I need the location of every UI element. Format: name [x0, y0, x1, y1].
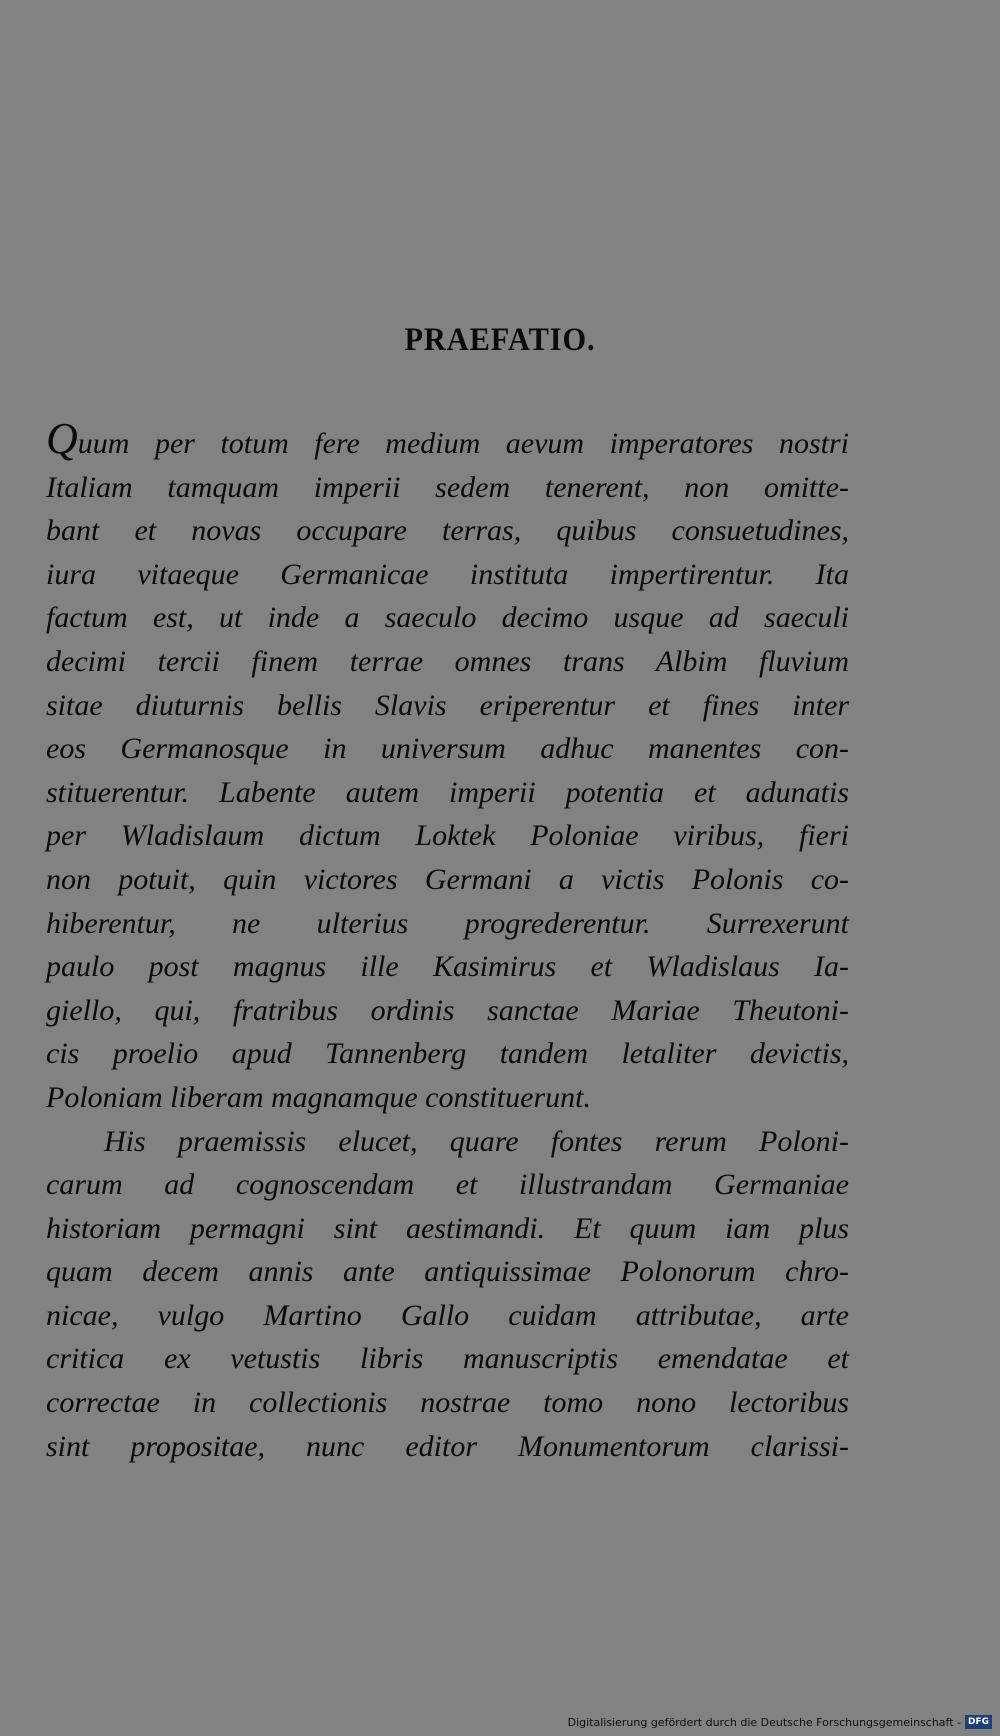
text-line: critica ex vetustis libris manuscriptis emendatae et — [46, 1342, 849, 1376]
text-line: Italiam tamquam imperii sedem tenerent, non omitte- — [46, 470, 849, 504]
text-line: sint propositae, nunc editor Monumentorum clarissi- — [46, 1429, 849, 1463]
text-line: bant et novas occupare terras, quibus consuetudines, — [46, 514, 849, 548]
paragraph-2-line-1: His praemissis elucet, quare fontes rerum Poloni- — [104, 1124, 849, 1158]
text-line: correctae in collectionis nostrae tomo nono lectoribus — [46, 1386, 849, 1420]
text-line: historiam permagni sint aestimandi. Et quum iam plus — [46, 1211, 849, 1245]
text-line: per Wladislaum dictum Loktek Poloniae viribus, fieri — [46, 819, 849, 853]
text-line: paulo post magnus ille Kasimirus et Wladislaus Ia- — [46, 950, 849, 984]
text-line: quam decem annis ante antiquissimae Polonorum chro- — [46, 1255, 849, 1289]
text-line: factum est, ut inde a saeculo decimo usque ad saeculi — [46, 601, 849, 635]
text-line: stituerentur. Labente autem imperii potentia et adunatis — [46, 775, 849, 809]
text-line: sitae diuturnis bellis Slavis eriperentur et fines inter — [46, 688, 849, 722]
text-line: carum ad cognoscendam et illustrandam Germaniae — [46, 1168, 849, 1202]
paragraph-1-line-1 — [46, 414, 849, 466]
preface-text — [46, 414, 849, 1468]
dfg-logo: DFG — [965, 1715, 992, 1729]
page-title: PRAEFATIO. — [404, 322, 596, 358]
digitization-footer — [568, 1712, 992, 1732]
text-line: iura vitaeque Germanicae instituta impertirentur. Ita — [46, 557, 849, 591]
text-line: hiberentur, ne ulterius progrederentur. Surrexerunt — [46, 906, 849, 940]
footer-credit-text: Digitalisierung gefördert durch die Deutsche Forschungsgemeinschaft - — [567, 1715, 961, 1729]
text-line: eos Germanosque in universum adhuc manentes con- — [46, 732, 849, 766]
text-line: giello, qui, fratribus ordinis sanctae Mariae Theutoni- — [46, 993, 849, 1027]
drop-cap: Q — [46, 414, 78, 463]
text-line: cis proelio apud Tannenberg tandem letaliter devictis, — [46, 1037, 849, 1071]
text-line: non potuit, quin victores Germani a victis Polonis co- — [46, 862, 849, 896]
text-line: Poloniam liberam magnamque constituerunt. — [46, 1080, 591, 1114]
text-line: nicae, vulgo Martino Gallo cuidam attributae, arte — [46, 1298, 849, 1332]
text-line: decimi tercii finem terrae omnes trans Albim fluvium — [46, 644, 849, 678]
text-line: uum per totum fere medium aevum imperatores nostri — [77, 427, 849, 460]
